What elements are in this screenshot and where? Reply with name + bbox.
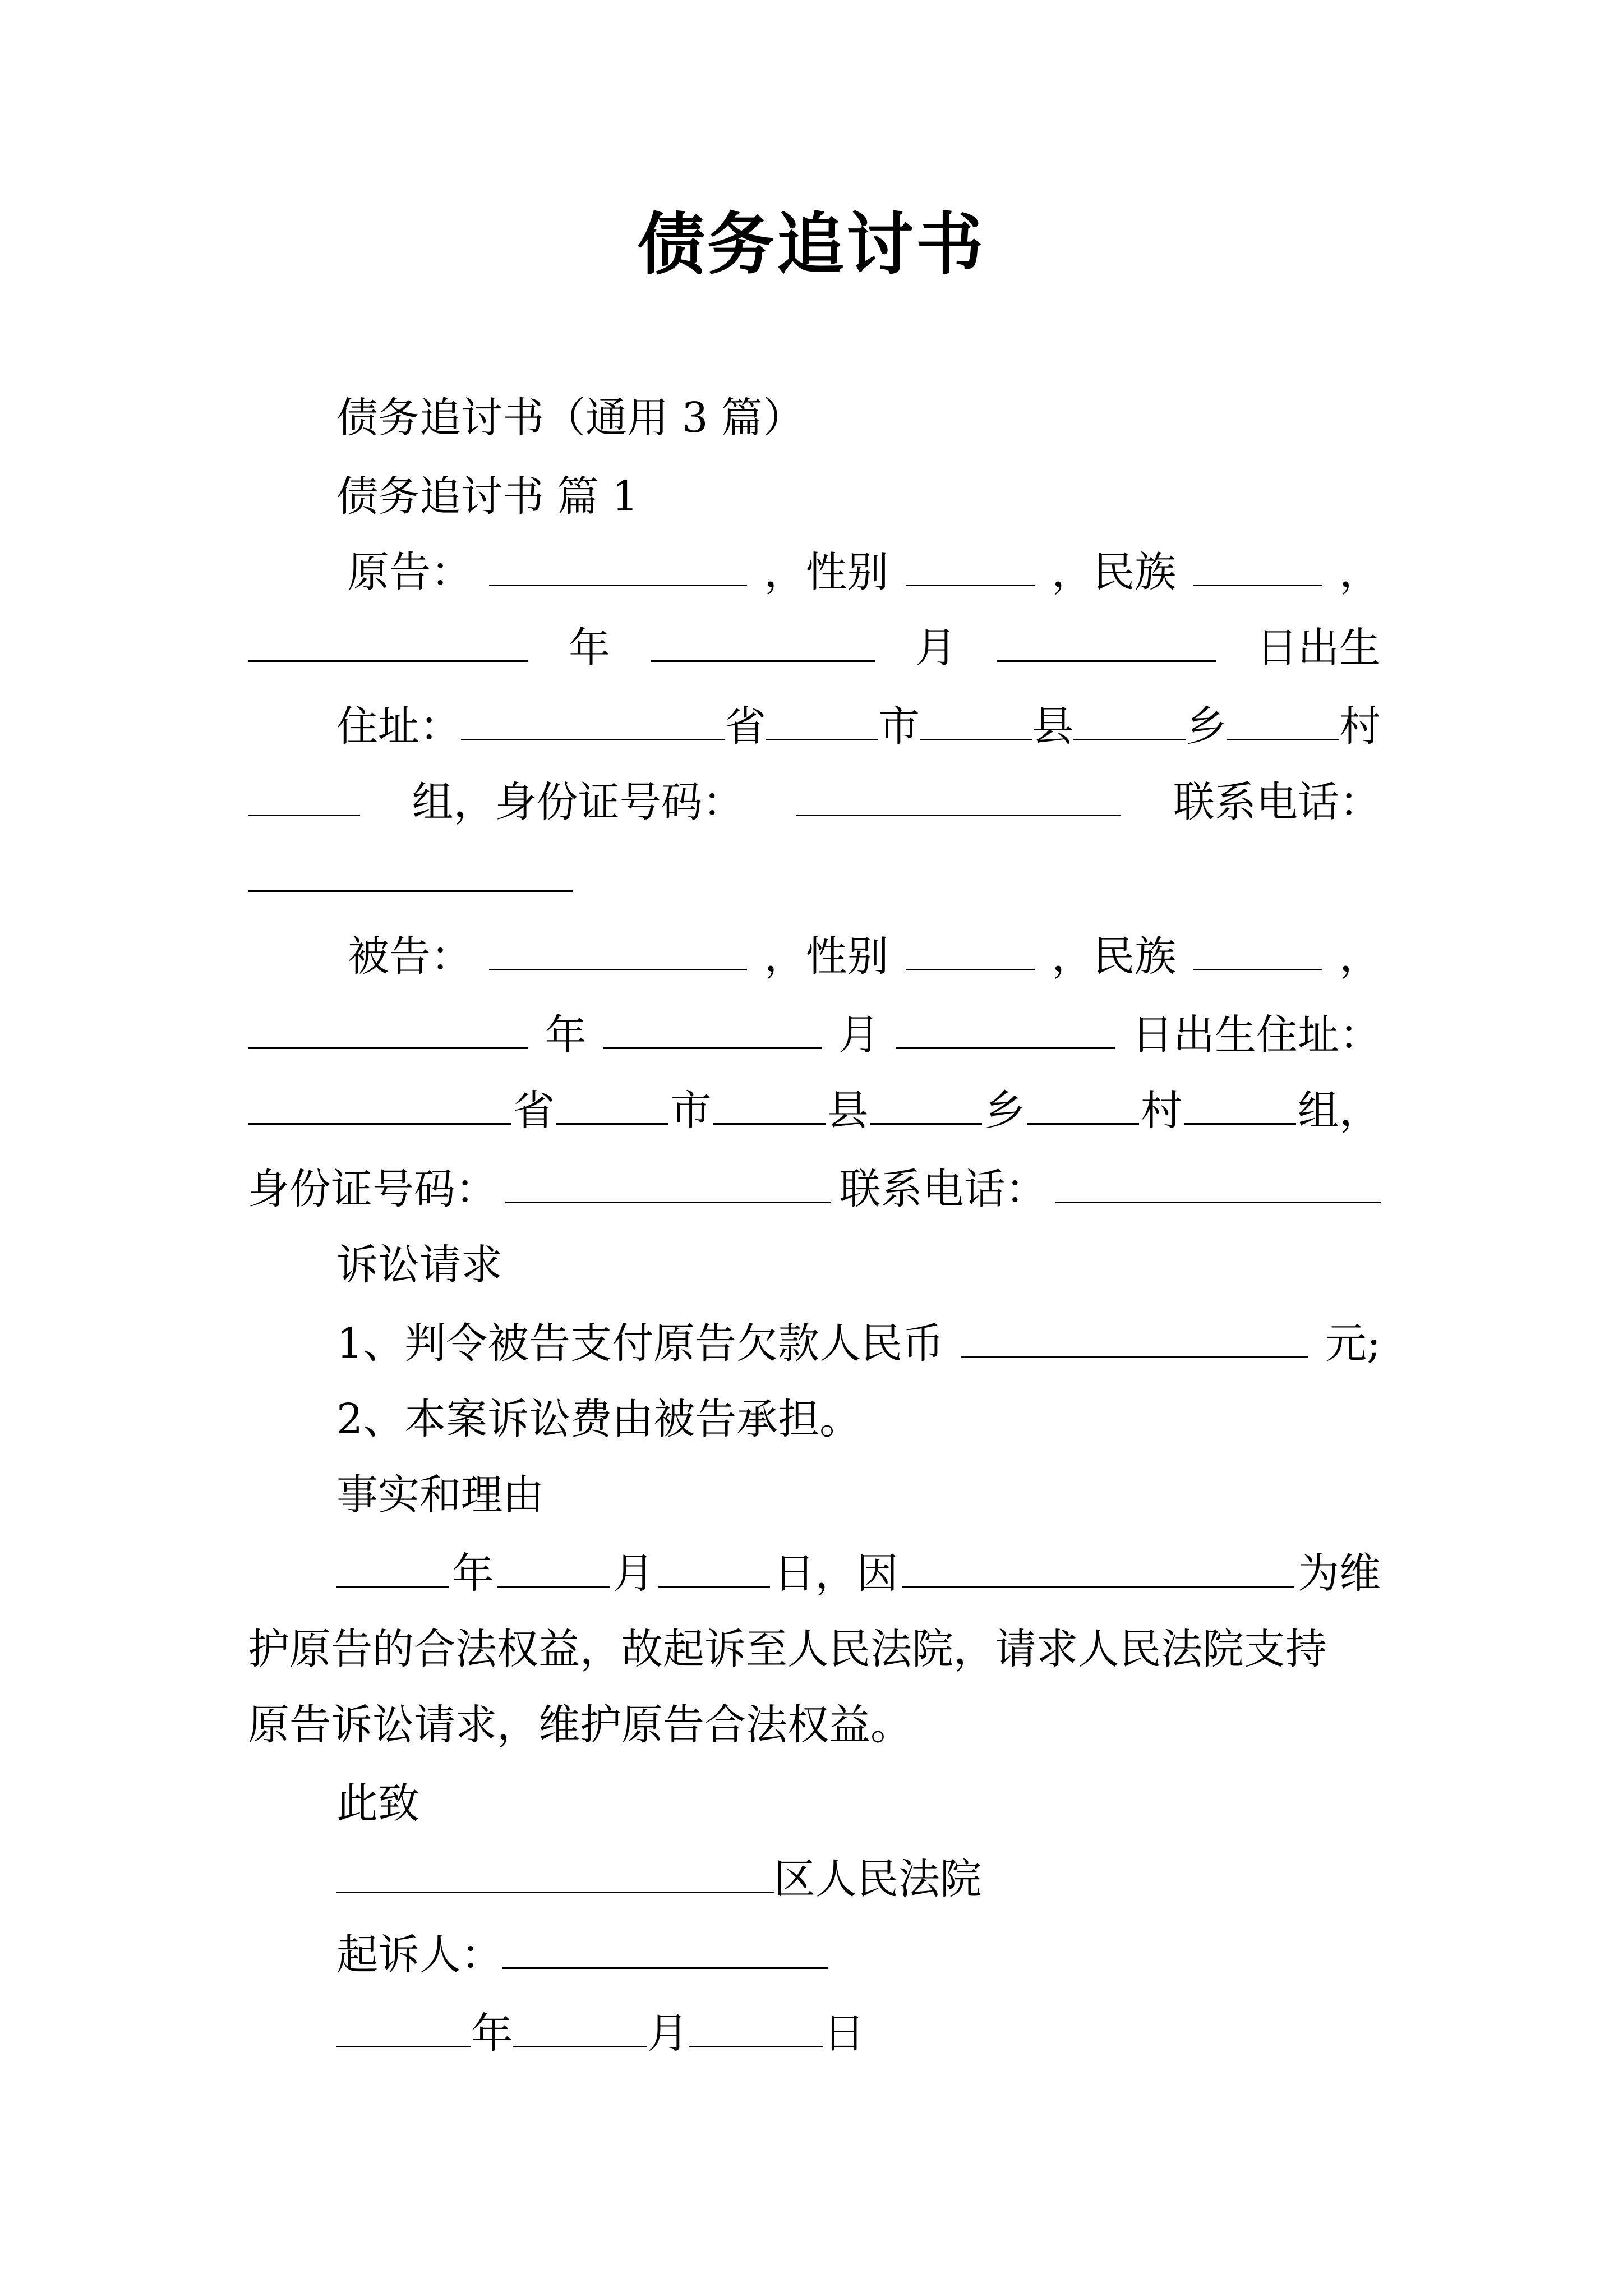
document-line [248,1080,1381,1142]
document-line [336,1234,1381,1296]
fill-in-blank[interactable] [248,625,528,662]
line-text: 月 [915,624,957,672]
fill-in-blank[interactable] [1193,550,1322,586]
line-text: 组，身份证号码： [412,778,744,826]
fill-in-blank[interactable] [489,550,747,586]
line-text: 月 [612,1549,654,1598]
line-text: 1、判令被告支付原告欠款人民币 [336,1319,944,1368]
line-text: ，性别 [764,932,889,981]
document-line [248,617,1381,679]
fill-in-blank[interactable] [505,1167,831,1203]
line-text: 市 [878,702,920,751]
fill-in-blank[interactable] [603,1013,822,1049]
document-line [248,1618,1381,1680]
line-text: ， [1339,548,1381,596]
line-text: 年 [471,2009,513,2058]
fill-in-blank[interactable] [1227,704,1339,740]
fill-in-blank[interactable] [1184,1088,1296,1125]
fill-in-blank[interactable] [997,625,1216,662]
fill-in-blank[interactable] [336,2011,471,2047]
line-text: 月 [838,1011,880,1059]
line-text: 住址： [336,702,461,751]
document-line [336,1388,1381,1450]
line-text: 县 [827,1087,869,1135]
fill-in-blank[interactable] [336,1857,774,1893]
line-text: ，民族 [1052,548,1177,596]
fill-in-blank[interactable] [906,550,1035,586]
line-text: 乡 [1186,702,1227,751]
fill-in-blank[interactable] [502,1932,828,1969]
fill-in-blank[interactable] [689,2011,823,2047]
line-text: 原告： [348,548,472,596]
line-text: 县 [1032,702,1073,751]
fill-in-blank[interactable] [1073,704,1186,740]
line-text: 年 [545,1011,587,1059]
line-text: 省 [725,702,766,751]
fill-in-blank[interactable] [713,1088,826,1125]
fill-in-blank[interactable] [513,2011,647,2047]
line-text: 日，因 [773,1549,898,1598]
line-text: 身份证号码： [248,1165,497,1213]
fill-in-blank[interactable] [489,934,747,970]
line-text: ， [1339,932,1381,981]
line-text: ，性别 [764,548,889,596]
fill-in-blank[interactable] [961,1321,1308,1358]
fill-in-blank[interactable] [248,1088,511,1125]
fill-in-blank[interactable] [766,704,878,740]
document-line [348,541,1381,603]
fill-in-blank[interactable] [796,780,1121,816]
document-line [348,926,1381,987]
line-text: 月 [647,2009,689,2058]
line-text: 村 [1141,1087,1183,1135]
document-line [336,1543,1381,1604]
document-line [336,1773,1381,1834]
fill-in-blank[interactable] [461,704,725,740]
fill-in-blank[interactable] [497,1551,610,1588]
document-line [336,1848,1381,1910]
line-text: 被告： [348,932,472,981]
fill-in-blank[interactable] [870,1088,982,1125]
line-text: 护原告的合法权益，故起诉至人民法院，请求人民法院支持 [248,1625,1327,1673]
fill-in-blank[interactable] [1027,1088,1139,1125]
document-line [336,466,1381,527]
line-text: 债务追讨书（通用 3 篇） [336,394,805,442]
line-text: 原告诉讼请求，维护原告合法权益。 [248,1701,912,1749]
document-line [248,1158,1381,1220]
fill-in-blank[interactable] [248,855,573,892]
document-line [336,696,1381,757]
line-text: 区人民法院 [774,1855,981,1903]
fill-in-blank[interactable] [906,934,1035,970]
line-text: 债务追讨书 篇 1 [336,472,639,521]
line-text: 日出生 [1256,624,1381,672]
line-text: 年 [452,1549,494,1598]
line-text: 乡 [984,1087,1026,1135]
line-text: 2、本案诉讼费由被告承担。 [336,1395,861,1443]
fill-in-blank[interactable] [1193,934,1322,970]
line-text: ，民族 [1052,932,1177,981]
document-line [336,1464,1381,1526]
document-line [248,1694,1381,1756]
line-text: 元; [1325,1319,1381,1368]
line-text: 联系电话： [1173,778,1381,826]
document-line [336,2003,1381,2064]
line-text: 年 [569,624,610,672]
line-text: 日 [823,2009,865,2058]
line-text: 为维 [1297,1549,1381,1598]
fill-in-blank[interactable] [1055,1167,1381,1203]
document-line [248,1004,1381,1066]
document-line [248,847,1381,909]
fill-in-blank[interactable] [902,1551,1294,1588]
line-text: 事实和理由 [336,1471,544,1519]
line-text: 起诉人： [336,1931,502,1979]
line-text: 市 [670,1087,712,1135]
line-text: 诉讼请求 [336,1241,502,1289]
fill-in-blank[interactable] [248,780,360,816]
line-text: 此致 [336,1779,419,1828]
document-line [336,387,1381,449]
fill-in-blank[interactable] [556,1088,668,1125]
fill-in-blank[interactable] [896,1013,1115,1049]
line-text: 省 [513,1087,555,1135]
line-text: 组， [1297,1087,1381,1135]
fill-in-blank[interactable] [248,1013,528,1049]
fill-in-blank[interactable] [651,625,875,662]
fill-in-blank[interactable] [658,1551,770,1588]
document-line [336,1924,1381,1986]
fill-in-blank[interactable] [920,704,1032,740]
line-text: 村 [1339,702,1381,751]
document-line [248,771,1381,833]
document-line [336,1313,1381,1374]
line-text: 日出生住址： [1131,1011,1381,1059]
document-title: 债务追讨书 [638,205,985,284]
line-text: 联系电话： [839,1165,1047,1213]
fill-in-blank[interactable] [336,1551,449,1588]
